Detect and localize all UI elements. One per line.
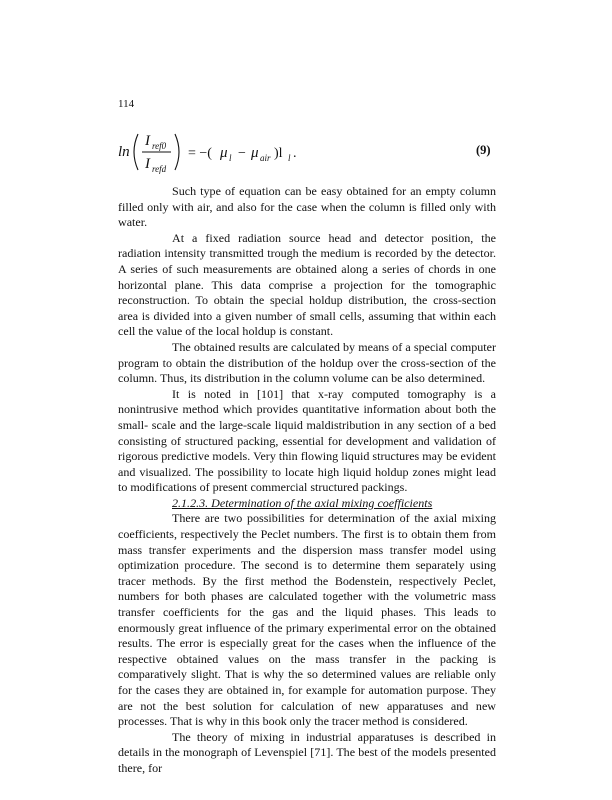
mu2-sub: air (260, 153, 271, 163)
body-text (118, 184, 496, 777)
paragraph: There are two possibilities for determination of the axial mixing coefficients, respectively the Peclet numbers. The first is to obtain them from mass transfer experiments and the dispersion mass transfer model using optimization procedure. The second is to determine them separately using tracer methods. By the first method the Bodenstein, respectively Peclet, numbers for both phases are calculated together with the volumetric mass transfer coefficients for the gas and the liquid phases. This leads to enormously great influence of the primary experimental error on the obtained results. The error is especially great for the cases when the influence of the respective obtained values on the mass transfer in the packing is comparatively slight. That is why the so determined values are reliable only for the cases they are obtained in, for example for automation purpose. They are not the best solution for calculation of new apparatuses and new processes. That is why in this book only the tracer method is considered. (118, 511, 496, 729)
denominator-main: I (145, 156, 150, 172)
mu1-sub: l (229, 153, 232, 163)
numerator-main: I (145, 133, 150, 149)
paragraph: The obtained results are calculated by means of a special computer program to obtain the distribution of the holdup over the cross-section of the column. Thus, its distribution in the column volume can be also determined. (118, 339, 496, 386)
mu2-main: μ (251, 145, 259, 161)
section-heading: 2.1.2.3. Determination of the axial mixing coefficients (172, 495, 433, 510)
numerator-sub: ref0 (152, 141, 167, 151)
denominator-sub: refd (152, 164, 167, 174)
paragraph: Such type of equation can be easy obtained for an empty column filled only with air, and also for the case when the column is filled only with water. (118, 184, 496, 230)
equation-equals: = −( (188, 146, 212, 161)
mu1-main: μ (220, 145, 228, 161)
equation-number: (9) (476, 143, 491, 157)
equation-fn: ln (118, 144, 130, 160)
close-sub: l (288, 153, 291, 163)
right-paren (175, 134, 179, 170)
paragraph: The theory of mixing in industrial apparatuses is described in details in the monograph of Levenspiel [71]. The best of the models presented there, for (118, 729, 496, 775)
equation-end: . (293, 146, 297, 161)
left-paren (134, 134, 138, 170)
equation-close: )l (274, 146, 283, 161)
minus-sign: − (238, 146, 246, 161)
page-number: 114 (118, 98, 135, 110)
paragraph: It is noted in [101] that x-ray computed tomography is a nonintrusive method which provides quantitative information about both the small- scale and the large-scale liquid maldistribution in any section of a bed consisting of structured packing, essential for development and validation of rigorous predictive models. Very thin flowing liquid structures may be evident and visualized. The possibility to locate high liquid holdup zones might lead to modifications of present commercial structured packings. (118, 386, 496, 495)
equation (118, 128, 494, 176)
paragraph: At a fixed radiation source head and detector position, the radiation intensity transmitted trough the medium is recorded by the detector. A series of such measurements are obtained along a series of chords in one horizontal plane. This data comprise a projection for the tomographic reconstruction. To obtain the special holdup distribution, the cross-section area is divided into a given number of small cells, assuming that within each cell the value of the local holdup is constant. (118, 230, 496, 339)
